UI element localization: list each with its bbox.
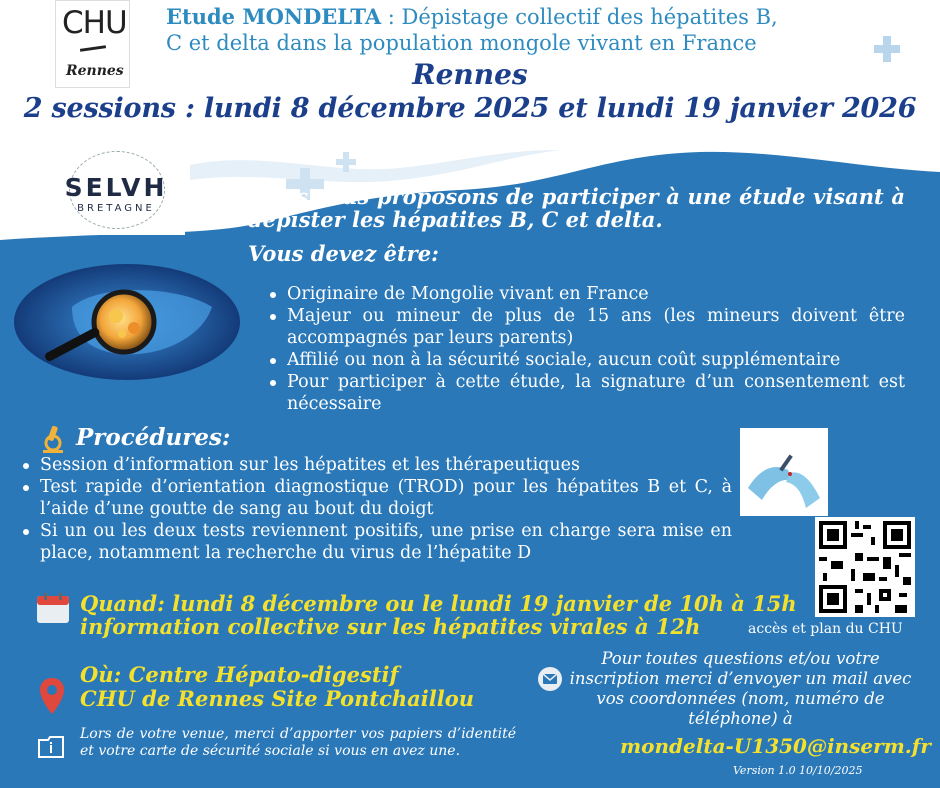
microscope-icon (37, 423, 69, 455)
when-line-1: Quand: lundi 8 décembre ou le lundi 19 janvier de 10h à 15h (80, 591, 797, 616)
contact-email[interactable]: mondelta-U1350@inserm.fr (620, 734, 931, 758)
location-pin-icon (38, 676, 66, 716)
list-item: Test rapide d’orientation diagnostique (TROD) pour les hépatites B et C, à l’aide d’une goutte de sang au bout du doigt (20, 476, 732, 520)
list-item: Si un ou les deux tests reviennent positifs, une prise en charge sera mise en place, notamment la recherche du virus de l’hépatite D (20, 520, 732, 564)
city-heading: Rennes (412, 58, 528, 91)
study-title-line-2: C et delta dans la population mongole vivant en France (166, 31, 757, 55)
list-item: Pour participer à cette étude, la signature d’un consentement est nécessaire (267, 371, 905, 415)
when-line-2: information collective sur les hépatites virales à 12h (80, 614, 701, 639)
where-section (80, 663, 474, 711)
selvh-logo-subtext: BRETAGNE (77, 203, 155, 214)
finger-prick-test-illustration (740, 428, 828, 516)
chu-logo-text: CHU (62, 5, 127, 41)
list-item: Affilié ou non à la sécurité sociale, aucun coût supplémentaire (267, 349, 905, 371)
selvh-bretagne-logo (47, 143, 185, 235)
procedures-list (20, 454, 732, 564)
selvh-logo-text: SELVH (64, 173, 168, 202)
liver-virus-illustration (12, 262, 242, 382)
venue-note: Lors de votre venue, merci d’apporter vos papiers d’identité et votre carte de sécurité sociale si vous en avez une. (80, 726, 516, 759)
version-label: Version 1.0 10/10/2025 (733, 764, 863, 777)
mail-icon (537, 666, 563, 692)
when-section (80, 592, 797, 638)
qr-code-pattern (815, 517, 915, 617)
list-item: Originaire de Mongolie vivant en France (267, 283, 905, 305)
qr-caption: accès et plan du CHU (748, 621, 903, 637)
intro-text: Nous vous proposons de participer à une étude visant à dépister les hépatites B, C et delta. (248, 184, 905, 232)
qr-code[interactable] (815, 517, 915, 617)
id-card-icon (38, 736, 64, 758)
contact-text: Pour toutes questions et/ou votre inscription merci d’envoyer un mail avec vos coordonnées (nom, numéro de téléphone) à (569, 649, 912, 728)
procedures-heading: Procédures: (76, 424, 231, 451)
eligibility-heading: Vous devez être: (248, 241, 439, 266)
eligibility-criteria-list (267, 283, 905, 415)
chu-logo-subtext: Rennes (66, 63, 124, 79)
where-line-1: Où: Centre Hépato-digestif (80, 662, 399, 687)
study-name: Etude MONDELTA (166, 4, 382, 29)
study-title-line-1: Etude MONDELTA : Dépistage collectif des hépatites B, (166, 4, 778, 29)
list-item: Majeur ou mineur de plus de 15 ans (les mineurs doivent être accompagnés par leurs parents) (267, 305, 905, 349)
where-line-2: CHU de Rennes Site Pontchaillou (80, 686, 474, 711)
calendar-icon (36, 592, 70, 624)
list-item: Session d’information sur les hépatites et les thérapeutiques (20, 454, 732, 476)
sessions-heading: 2 sessions : lundi 8 décembre 2025 et lundi 19 janvier 2026 (23, 93, 917, 124)
